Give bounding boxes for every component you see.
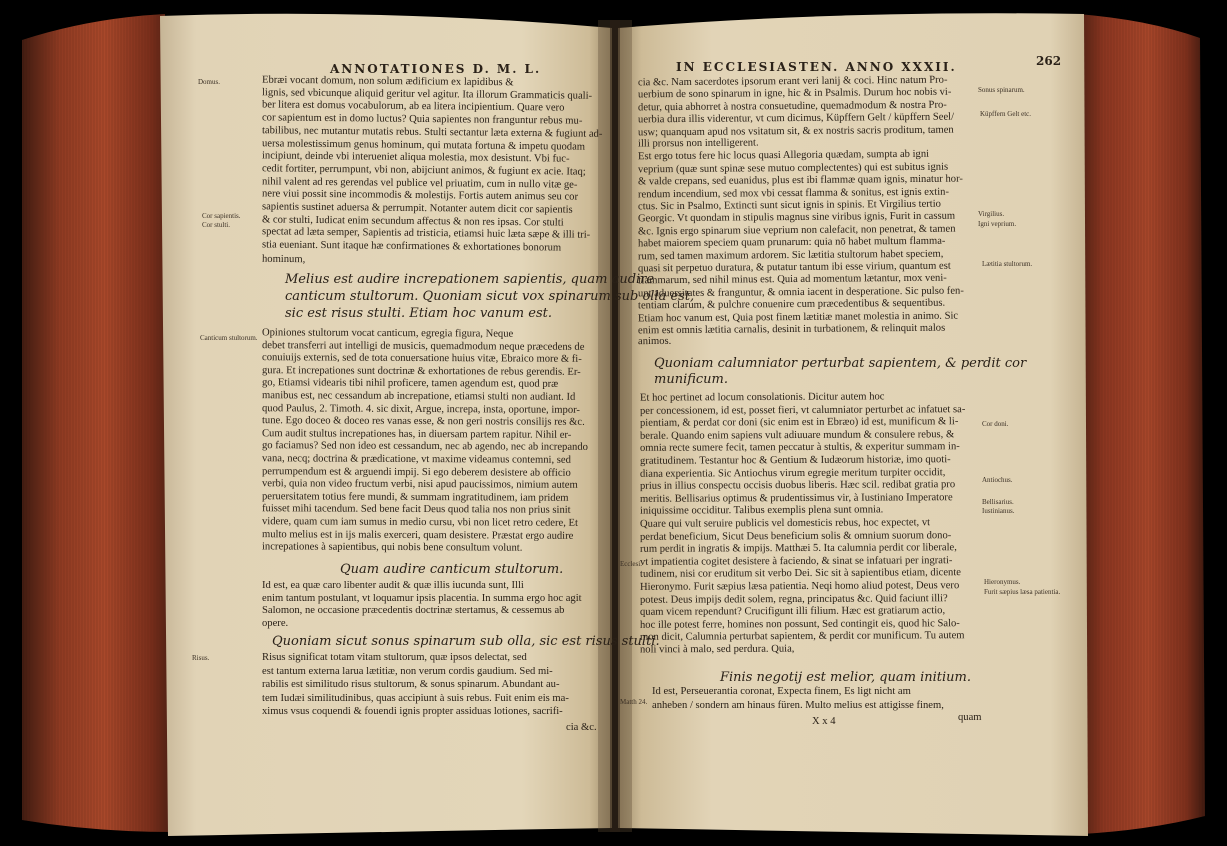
text-line: go, Etiamsi videaris tibi nihil proficere, tamen agendum est, quod præ <box>261 377 559 391</box>
text-line: fuisset mihi tacendum. Sed bene facit Deus quod talia nos non prius sinit <box>261 503 571 517</box>
text-line: flammarum, sed nihil minus est. Quia ad momentum lætantur, mox veni- <box>637 273 947 287</box>
margin-note: Canticum stultorum. <box>200 334 258 342</box>
text-line: manibus est, nec cessandum ab increpatione, etiamsi stulti non audiant. Id <box>261 390 576 403</box>
text-line: go faciamus? Sed non ideo est cessandum, nec ab agendo, nec ab increpando <box>261 440 588 454</box>
text-line: usw; quanquam apud nos vsitatum sit, & ex nostris sacris proditum, tamen <box>637 124 954 138</box>
text-line: hoc ille potest ferre, homines non possunt, Sed contingit eis, quod hic Salo- <box>639 617 960 631</box>
text-line: peruersitatem totius fere mundi, & summam ingratitudinem, iam pridem <box>261 490 569 504</box>
text-line: munificum. <box>654 372 729 387</box>
text-line: iniquissime occiditur. Talibus exemplis plena sunt omnia. <box>639 504 884 518</box>
text-line: Etiam hoc vanum est, Quia post finem lætitiæ manet molestia in animo. Sic <box>637 310 959 324</box>
text-line: debet transferri aut intelligi de musicis, quemadmodum neque præcedens de <box>261 339 585 353</box>
text-line: unt aduersitates & franguntur, & omnia iacent in desperatione. Sic pulso fen- <box>637 285 964 300</box>
text-line: quod Paulus, 2. Timoth. 4. sic dixit, Argue, increpa, insta, oportune, impor- <box>261 402 581 416</box>
text-line: prius in illius conspectu occisis duobus liberis. Hæc scil. redibat gratia pro <box>639 479 956 493</box>
margin-note: Igni veprium. <box>978 220 1017 228</box>
margin-note: Bellisarius. <box>982 498 1014 506</box>
signature-mark: X x 4 <box>812 716 836 727</box>
text-line: stia eueniant. Sunt itaque hæ confirmationes & exhortationes bonorum <box>261 239 562 254</box>
text-line: uerbium de sono spinarum in igne, hic & in Psalmis. Durum hoc nobis vi- <box>637 87 952 101</box>
text-line: Id est, ea quæ caro libenter audit & quæ illis iucunda sunt, Illi <box>262 580 524 591</box>
text-line: conuiuijs externis, sed de tota conuersatione huius vitæ, Ebraico more & fi- <box>261 352 582 366</box>
right-page-header: IN ECCLESIASTEN. ANNO XXXII. <box>676 60 957 74</box>
text-line: Hieronymo. Furit sæpius læsa patientia. Neqi homo aliud potest, Deus vero <box>639 580 960 593</box>
text-line: multo melius est in ijs malis exerceri, quam desistere. Præstat ergo audire <box>261 528 574 542</box>
text-line: Cum audit stultus increpationes has, in diuersam partem rapitur. Nihil er- <box>261 427 572 441</box>
text-line: opere. <box>262 617 289 629</box>
text-line: Melius est audire increpationem sapientis, quam audire <box>285 272 655 287</box>
text-line: animos. <box>637 336 672 348</box>
left-verse-2: Quam audire canticum stultorum. <box>340 562 564 577</box>
text-line: canticum stultorum. Quoniam sicut vox spinarum sub olla est, <box>285 289 695 304</box>
text-line: ber litera est domus vocabulorum, ab ea litera incipientium. Quare vero <box>261 99 565 114</box>
margin-note: Antiochus. <box>982 476 1013 484</box>
text-line: sapientis sustinet aduersa & perrumpit. Notanter autem dicit cor sapientis <box>261 201 573 216</box>
text-line: Salomon, ne occasione præcedentis doctrinæ stertamus, & cessemus ab <box>262 605 565 616</box>
text-line: rum perdit in ingratis & impijs. Matthæi 5. Ita calumnia perdit cor liberale, <box>639 542 957 556</box>
text-line: perrumpendum est & arguendi impij. Si ego deberem desistere ab officio <box>261 465 571 479</box>
margin-note: Risus. <box>192 654 210 662</box>
right-catchword: quam <box>958 712 982 723</box>
margin-note: Lætitia stultorum. <box>982 260 1033 268</box>
margin-note: Ecclesi. <box>620 560 642 568</box>
text-line: rum, sed tamen maximum ardorem. Sic lætitia stultorum habet speciem, <box>637 248 944 262</box>
text-line: quam vicem rependunt? Crucifigunt illi filium. Hæc est gratiarum actio, <box>639 605 946 618</box>
text-line: Quoniam calumniator perturbat sapientem, & perdit cor <box>654 356 1027 371</box>
margin-note: Furit sæpius læsa patientia. <box>984 588 1061 596</box>
text-line: nihil valent ad res gerendas vel publice vel priuatim, cum in nullo vitæ ge- <box>261 175 578 191</box>
text-line: ximus vsus coquendi & fouendi ignis propter assiduas lotiones, sacrifi- <box>262 706 563 717</box>
left-catchword: cia &c. <box>566 722 597 733</box>
text-line: detur, quia abhorret à nostra consuetudine, quemadmodum & nostra Pro- <box>637 99 947 114</box>
text-line: uersa molestissimum genus hominum, qui mutata fortuna & impetu quodam <box>261 137 586 153</box>
text-line: rabilis est similitudo risus stultorum, & sonus spinarum. Abundant au- <box>262 679 560 690</box>
margin-note: Cor stulti. <box>202 221 231 229</box>
text-line: berale. Quando enim sapiens vult adiuuare mundum & consulere rebus, & <box>639 428 955 442</box>
text-line: cedit fortiter, perrumpunt, vbi non, abijciunt animos, & fugiunt ex acie. Itaq; <box>261 163 586 178</box>
text-line: hominum, <box>261 253 306 266</box>
text-line: vt impatientia cogitet desistere à faciendo, & sinat se infatuari per ingrati- <box>639 554 953 568</box>
text-line: nere viui possit sine incommodis & molestijs. Fortis autem animus seu cor <box>261 188 579 203</box>
text-line: & valde crepans, sed euanidus, plus est ibi flammæ quam ignis, minatur hor- <box>637 173 963 188</box>
text-line: tentiam clarum, & pulchre conuenire cum præcedentibus & sequentibus. <box>637 297 946 312</box>
text-line: Ebræi vocant domum, non solum ædificium ex lapidibus & <box>261 74 514 89</box>
margin-note: Domus. <box>198 78 220 86</box>
text-line: enim tantum postulant, vt loquamur ipsis placentia. In summa ergo hoc agit <box>262 592 582 604</box>
text-line: & cor stulti, Iudicat enim secundum affectus & non res ipsas. Cor stulti <box>261 214 564 229</box>
text-line: tune. Ego doceo & doceo res vanas esse, & non geri nostris consilijs res &c. <box>261 415 585 429</box>
text-line: veprium (quæ sunt spinæ sese mutuo complectentes) qui est subitus ignis <box>637 161 949 176</box>
text-line: Est ergo totus fere hic locus quasi Allegoria quædam, sumpta ab igni <box>637 149 930 163</box>
text-line: spectat ad læta semper, Sapientis ad tristicia, etiamsi huic læta sæpe & illi tri- <box>261 226 591 242</box>
text-line: tudinem, nisi cor eruditum sit verbo Dei. Sic sit à sapientibus etiam, dicente <box>639 567 962 581</box>
text-line: verbi, quia non video fructum verbi, nisi apud paucissimos, nimium autem <box>261 478 578 492</box>
margin-note: Küpffern Gelt etc. <box>980 110 1031 118</box>
text-line: Id est, Perseuerantia coronat, Expecta finem, Es ligt nicht am <box>652 686 911 697</box>
margin-note: Cor doni. <box>982 420 1009 428</box>
right-verse-2: Finis negotij est melior, quam initium. <box>720 670 972 685</box>
text-line: cor sapientum est in domo luctus? Quia sapientes non franguntur rebus mu- <box>261 112 583 127</box>
text-line: gratitudinem. Testantur hoc & Gentium & Iudæorum historiæ, imo quoti- <box>639 454 951 467</box>
text-line: per concessionem, id est, posset fieri, vt calumniator perturbet ac infatuet sa- <box>639 403 966 417</box>
text-line: videre, quam cum iam sumus in medio cursu, vbi non licet retro cedere, Et <box>261 516 578 529</box>
margin-note: Hieronymus. <box>984 578 1021 586</box>
text-line: lignis, sed vbicunque aliquid geritur vel agitur. Ita illorum Grammaticis quali- <box>261 86 593 102</box>
text-line: meritis. Bellisarius optimus & prudentissimus vir, à Iustiniano Imperatore <box>639 491 953 505</box>
text-line: sic est risus stulti. Etiam hoc vanum est. <box>285 306 552 321</box>
text-line: Georgic. Vt quondam in stipulis magnus sine viribus ignis, Furit in cassum <box>637 211 956 225</box>
text-line: &c. Ignis ergo spinarum siue veprium non calefacit, non penetrat, & tamen <box>637 223 956 238</box>
text-line: incipiunt, deinde vbi interueniet aliqua molestia, mox desistunt. Vbi fuc- <box>261 150 570 165</box>
text-line: tabilibus, nec mutantur mutatis rebus. Stulti sectantur læta externa & fugiunt ad- <box>261 125 603 140</box>
text-line: uerbia dura illis viderentur, vt cum dicimus, Küpffern Gelt / küpffern Seel/ <box>637 111 955 126</box>
text-line: diana experientia. Sic Antiochus virum egregie meritum turpiter occidit, <box>639 466 946 480</box>
text-line: potest. Deus impijs dedit solem, regna, principatus &c. Quid faciunt illi? <box>639 592 948 606</box>
text-line: rendum incendium, sed mox vbi cessat flamma & sonitus, est ignis extin- <box>637 186 950 200</box>
text-line: mon dicit, Calumnia perturbat sapientem, & perdit cor munificum. Tu autem <box>639 630 965 644</box>
text-line: increpationes à sapientibus, qui nobis bene consultum volunt. <box>261 541 523 554</box>
left-page-header: ANNOTATIONES D. M. L. <box>330 62 542 76</box>
text-line: ctus. Sic in Psalmo, Extincti sunt sicut ignis in spinis. Et Virgilius tertio <box>637 198 942 213</box>
margin-note: Iustinianus. <box>982 507 1015 515</box>
text-line: perdat beneficium, Sicut Deus beneficium solis & omnium suorum dono- <box>639 529 952 543</box>
text-line: Quare qui vult seruire publicis vel domesticis rebus, hoc expectet, vt <box>639 517 931 530</box>
text-line: Opiniones stultorum vocat canticum, egregia figura, Neque <box>261 327 514 340</box>
text-line: vana, necq; doctrina & prædicatione, vt maxime videamus contemni, sed <box>261 453 571 466</box>
left-verse-3: Quoniam sicut sonus spinarum sub olla, sic est risus stulti. <box>272 634 660 649</box>
margin-note: Sonus spinarum. <box>978 86 1025 94</box>
text-line: est tantum externa larua lætitiæ, non verum cordis gaudium. Sed mi- <box>262 665 553 677</box>
text-line: cia &c. Nam sacerdotes ipsorum erant veri lanij & coci. Hinc natum Pro- <box>637 74 948 89</box>
text-line: Risus significat totam vitam stultorum, quæ ipsos delectat, sed <box>262 652 527 663</box>
text-line: habet maiorem speciem quam prunarum: quia nō habet multum flamma- <box>637 235 946 250</box>
text-line: quasi sit perpetuo duratura, & putatur tantum ibi esse virium, quantum est <box>637 260 951 275</box>
page-number: 262 <box>1036 54 1062 68</box>
margin-note: Cor sapientis. <box>202 212 241 220</box>
margin-note: Matth 24. <box>620 698 648 706</box>
text-line: gura. Et increpationes sunt doctrinæ & exhortationes de rebus gerendis. Er- <box>261 364 581 378</box>
text-line: illi prorsus non intelligerent. <box>637 137 759 150</box>
text-line: omnia recte sumere fecit, tamen peccatur à stultis, & experitur summam in- <box>639 441 960 455</box>
margin-note: Virgilius. <box>978 210 1005 218</box>
text-line: enim est omnis lætitia carnalis, desinit in turbationem, & relinquit malos <box>637 322 946 337</box>
text-line: Et hoc pertinet ad locum consolationis. Dicitur autem hoc <box>639 391 885 404</box>
text-line: tem Iudæi similitudinibus, quas accipiunt à suis rebus. Fuit enim eis ma- <box>262 692 569 704</box>
text-line: pientiam, & perdat cor doni (sic enim est in Ebræo) id est, munificum & li- <box>639 416 959 430</box>
text-line: noli vinci à malo, sed perdura. Quia, <box>639 643 795 656</box>
text-line: anheben / sondern am hinaus füren. Multo melius est attigisse finem, <box>652 700 944 711</box>
